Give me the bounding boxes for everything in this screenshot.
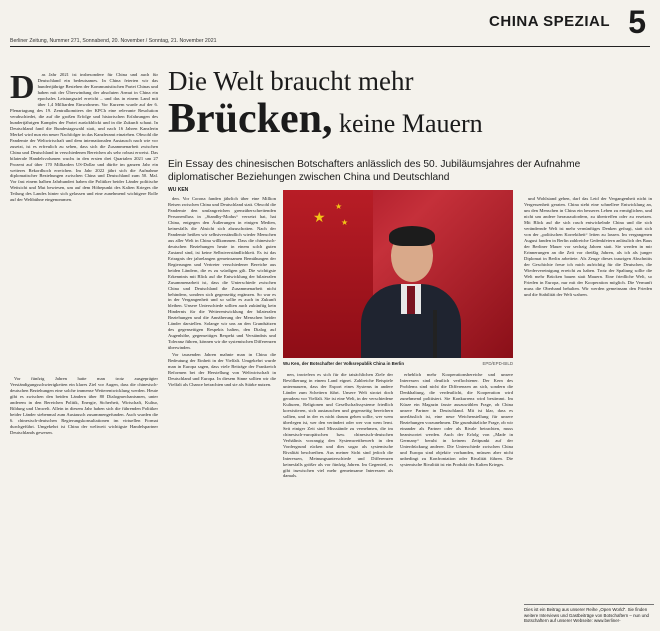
ambassador-figure	[361, 230, 461, 358]
article-column-5	[524, 196, 652, 600]
ambassador-photo	[283, 190, 513, 358]
column-1b-text: Vor fünfzig Jahren hatte man trotz ausgeprägter Verständigungsschwierigkeiten ein klares Ziel vor Augen, dass die chinesisch-deutschen Beziehungen eine solche immense Weiterentwicklung werden. Heute gibt es zwischen den beiden Ländern über 80 Dialogmechanismen, unter anderem in den Bereichen Politik, Energie, Sicherheit, Wirtschaft, Kultur, Bildung und Umwelt. Allein in diesem Jahr haben sich die führenden Politiker beider Länder siebenmal zum Austausch zusammengefunden. Auch wurden die 6. chinesisch-deutschen Regierungskonsultationen im virtuellen Format durchgeführt. Umgekehrt ist China der weltweit wichtigste Handelspartner Deutschlands gewesen.	[10, 376, 158, 435]
headline-keine-mauern: keine Mauern	[332, 109, 483, 138]
column-2b-text: Vor tausenden Jahren mahnte man in China die Bedeutung der Einheit in der Vielfalt. Umgekehrt wurde man in Europa sagen, dass viele Beiträge der Frankreich Reformen bei der Herstellung von Weltwirtschaft in Deutschland und Europa. In diesem Sinne sollten wir die Vielfalt als Chance betrachten und sie als Stärke nutzen.	[168, 352, 276, 388]
article-column-1	[10, 72, 158, 372]
header-rule	[10, 46, 650, 47]
photo-credit: EPD/EPD-BILD	[482, 361, 513, 366]
flag-star-icon: ★	[341, 218, 349, 227]
section-title: CHINA SPEZIAL	[489, 13, 610, 30]
photo-caption-line	[283, 361, 513, 366]
issue-meta: Berliner Zeitung, Nummer 271, Sonnabend, 20. November / Sonntag, 21. November 2021	[10, 38, 217, 44]
article-column-2	[168, 196, 276, 602]
microphone	[433, 310, 437, 358]
flag-star-icon: ★	[335, 202, 343, 211]
flag-background	[283, 190, 373, 358]
dropcap: D	[10, 72, 35, 106]
photo-caption: Wu Ken, der Botschafter der Volksrepublik China in Berlin	[283, 361, 405, 366]
series-footnote: Dies ist ein Beitrag aus unserer Reihe „Open World“. Sie finden weitere Interviews und Gastbeiträge von Botschaftern – nun und Botschaftern auf unserer Webseite: www.berliner-	[524, 604, 654, 624]
author-byline: WU KEN	[168, 187, 189, 193]
column-4-text: erheblich mehr Kooperationsbereiche und unsere Interessen sind deutlich verflochtener. Der Kern des Problems sind nicht die Differenzen an sich, sondern die Denkhaltung, die verdeutlicht, die Kooperation wird zunehmend politisiert. Sie Konkurrenz wird bestimmt. Im Kürze ein Magazin fasste auszuwählen Frage, ob China unsere Partner in Deutschland. Mit ist klar, dass es unerlässlich ist, eine neue Weichenstellung für unsere Beziehungen vorzunehmen. Die grundsätzliche Frage, ob wir einander als Partner oder als Rivale betrachten, muss beantwortet werden. Auch der Erfolg von „Made in Germany“ beruht in keinem Zeitpunkt auf der Unterdrückung anderer. Die Unterschiede zwischen China und Europa sind objektiv vorhanden, müssen aber nicht unbedingt zu Konfrontation oder Rivalität führen. Die systemische Rivalität ist ein Produkt des Kalten Krieges.	[400, 372, 513, 467]
page-number: 5	[628, 4, 646, 40]
page-header	[0, 0, 660, 48]
article-column-1b	[10, 376, 158, 602]
column-5-text: und Wohlstand gehen, darf das Leid der Vergangenheit nicht in Vergessenheit geraten. China steht eine schnellere Entwicklung an, um den Menschen in China ein besseres Leben zu ermöglichen, und nicht um andere herauszufordern, zu übertreffen oder zu ersetzen. Mit Blick auf die sich rasch entwickelnde China und die sich verändernde Welt ist mehr vernünftiges Denken gefragt, statt sich von der „politischen Korrektheit“ leiten zu lassen. Im vergangenen August fanden in Berlin zahlreiche Gedenkfeiern anlässlich des Baus der Berliner Mauer vor sechzig Jahren statt. Sie werden in mir Erinnerungen an die Zeit vor dreißig Jahren, als ich als junger Diplomat in Berlin arbeitete. Als Zeuge dieses traurigen Abschnitts der Geschichte freue ich mich aufrichtig für die Deutschen, die Wiedervereinigung erreicht zu haben. Trotz der Spaltung sollte die Welt mehr Brücken bauen statt Mauern. Eine friedliche Welt, so Frieden in Europa, nur mit der Kooperation möglich. Die Vernunft muss die Oberhand behalten. Wir werden gemeinsam den Frieden und die Stabilität der Welt wahren.	[524, 196, 652, 297]
column-2-text: den. Vor Corona fanden jährlich über eine Million Reisen zwischen China und Deutschland statt. Obwohl die Pandemie den umfangreichen grenzüberschreitenden Personenfluss in „Standby-Modus“ versetzt hat, hat China, entgegen den Äußerungen in einigen Medien, keinesfalls die Absicht sich abzuschotten. Nach der Pandemie heißen wir selbstverständlich wieder Menschen aus aller Welt in China willkommen. Dass die chinesisch-deutschen Beziehungen heute in einem solch guten Zustand sind, ist keine Selbstverständlichkeit. Es ist das Ertragnis der jahrelangen gemeinsamen Bemühungen der Regierungen und Vertreter verschiedener Bereiche aus beiden Ländern, die es zu würdigen gilt. Die wichtigste Erkenntnis mit Blick auf die Entwicklung der bilateralen Zusammenarbeit ist, dass die Unterschiede zwischen China und Deutschland die Zusammenarbeit nicht behindern, sondern sich gegenseitig ergänzen. So war es in der Vergangenheit und so sollte es auch in Zukunft bleiben. Unsere Unterschiede sollten auch zukünftig kein Hindernis für die Weiterentwicklung der bilateralen Beziehungen und die Annäherung der Menschen beider Länder darstellen. Solange wir uns an den Grundsätzen des gegenseitigen Respekts halten, den Dialog auf Augenhöhe, gegenseitiges Respekt und Verständnis und Toleranz führen, können wir die systemischen Differenzen überwinden.	[168, 196, 276, 351]
article-column-4	[400, 372, 513, 602]
headline-bruecken: Brücken,	[168, 96, 333, 142]
flag-star-icon: ★	[313, 211, 326, 226]
article-column-3	[283, 372, 393, 602]
headline-line-1: Die Welt braucht mehr	[168, 66, 414, 96]
column-1-text: as Jahr 2021 ist insbesondere für China und auch für Deutschland ein bedeutsames. In China feierten wir das hundertjährige Bestehen der Kommunistischen Partei Chinas und haben mit der Überwindung der absoluten Armut in China ein epochales Leistungsziel erreicht – und das in einem Land mit über 1,4 Milliarden Einwohnern. Vor Kurzem wurde auf der 6. Plenartagung des 19. Zentralkomitees der KPCh eine relevante Resolution verabschiedet, die auf die großen Erfolge und historischen Erfahrungen des hundertjährigen Kampfes der Partei zurückblickt und in die Zukunft schaut. In Deutschland fand die Bundestagswahl statt, und nach 16 Jahren Kanzlerin Merkel wird nun ein neuer Nachfolger in das Kanzleramt einziehen. Obwohl die Pandemie der Weltwirtschaft und dem internationalen Austausch nach wie vor zusetzt, ist es erfreulich zu sehen, dass sich die Zusammenarbeit zwischen China und Deutschland in verschiedenen Bereichen als sehr robust erweist. Das bilaterale Handelsvolumen wuchs in den ersten drei Quartalen 2021 um 27 Prozent auf über 170 Milliarden US-Dollar und dürfte im ganzen Jahr ein weiteres Rekordhoch erreichen. Im Jahr 2022 jährt sich die Aufnahme diplomatischer Beziehungen zwischen China und Deutschland zum 50. Mal. Vor fast einem halben Jahrhundert haben die Politiker beider Länder politische Weitsicht und Mut bewiesen, um auf dem Höhepunkt des Kalten Krieges die Teilung des Landes hinter sich gelassen und eine zunehmend wichtigere Rolle auf der Weltbühne eingenommen.	[10, 72, 158, 203]
headline-line-2	[168, 96, 648, 147]
tie	[407, 286, 415, 314]
column-3-text: nen, inwiefern es sich für die tatsächlichen Ziele der Bevölkerung in einem Land eignet. Zahlreiche Beispiele untermauern, dass der Export eines Systems in andere Länder zum Scheitern führt. Unsere Welt strotzt doch geradezu vor Vielfalt. Sie ist eine Welt, in der verschiedene Kulturen, Religionen und Gesellschaftssysteme friedlich koexistieren, sich austauschen und gegenseitig bereichern sollten, und in der es nicht darum gehen sollte, wer wem überlegen ist, wer den verändert oder wer von wem lernt. Seit einiger Zeit sind Missstände zu vernehmen, die im chinesisch-europäischen bzw. chinesisch-deutschen Verhältnis vorrangig den Systemwettbewerb in den Vordergrund rücken und dies sogar als systemische Rivalität beschreiben. Aus meiner Sicht sind jedoch die Interessen, Meinungsunterschiede und Differenzen keinesfalls größer als vor fünfzig Jahren. Im Gegenteil, es gibt inzwischen viel mehr gemeinsame Interessen als damals.	[283, 372, 393, 479]
headline	[168, 66, 648, 147]
hair	[389, 226, 435, 246]
subheadline: Ein Essay des chinesischen Botschafters anlässlich des 50. Jubiläumsjahres der Aufnahme diplomatischer Beziehungen zwischen China und Deutschland	[168, 159, 581, 183]
